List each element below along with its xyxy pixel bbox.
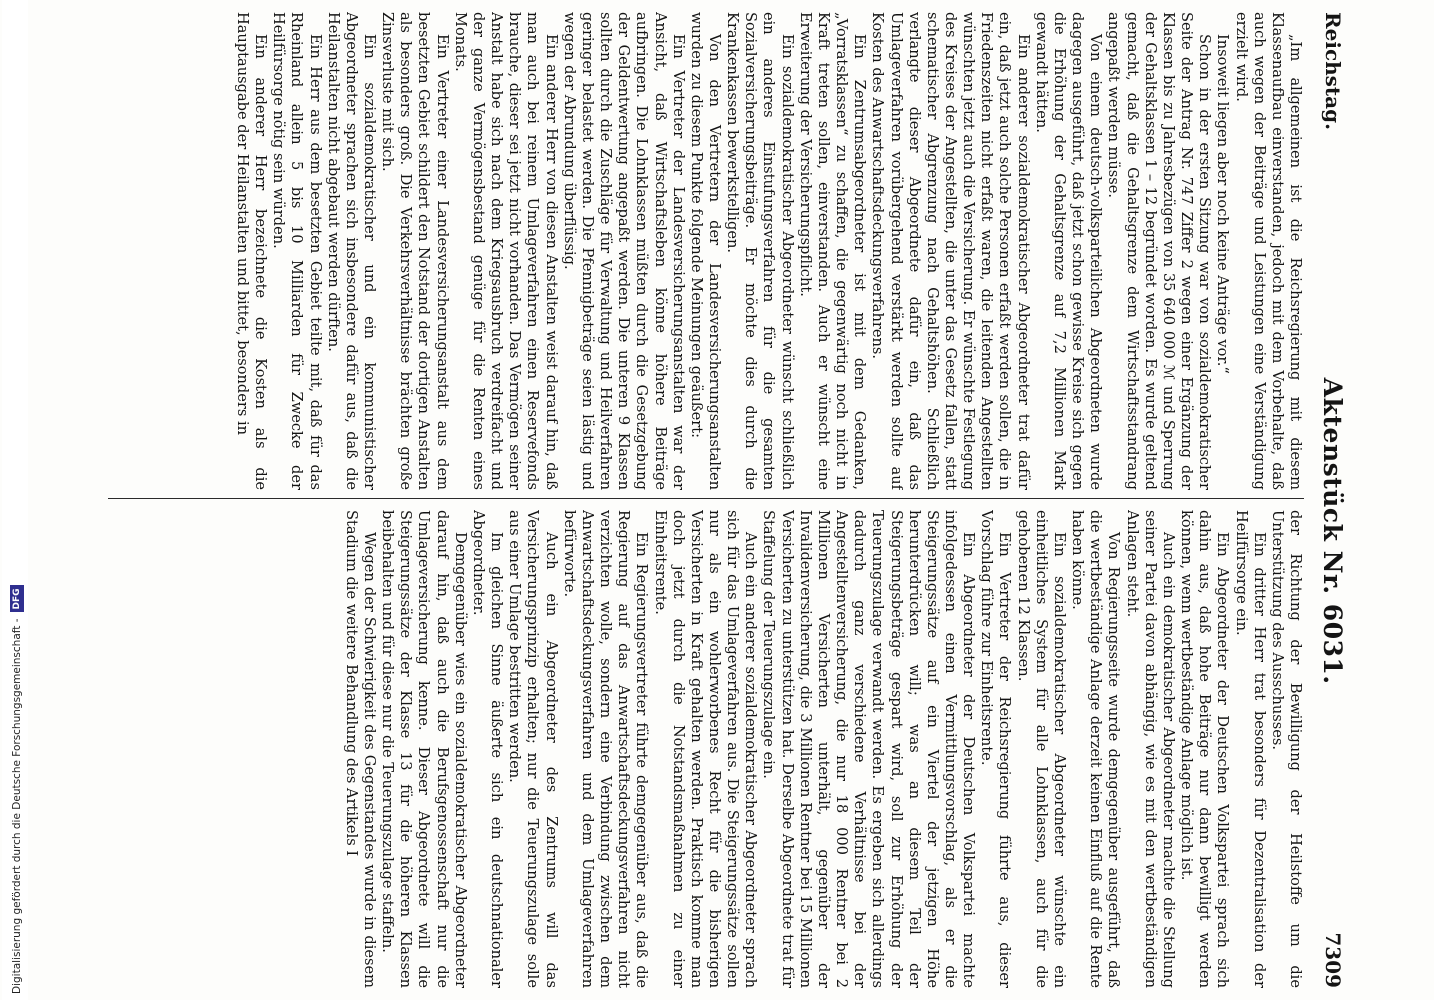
paragraph: Auch ein anderer sozialdemokratischer Abgeordneter sprach sich für das Umlageverfahren aus. Die Steigerungssätze sollen nur als ein wohlerworbenes Recht für die bisherigen Versicherten in Kraft gehalten werden. Praktisch komme man doch jetzt durch die Notstandsmaßnahmen zu einer Einheitsrente. xyxy=(651,510,760,988)
paragraph: Ein Vertreter der Landesversicherungsanstalten war der Ansicht, daß Wirtschaftsleben könne höhere Beiträge aufbringen. Die Lohnklassen müßten durch die Gesetzgebung der Geldentwertung angepaßt werden. Die unteren 9 Klassen sollten durch die Zuschläge für Verwaltung und Heilverfahren geringer belastet werden. Die Pfennigbeträge seien lästig und wegen der Abrundung überflüssig. xyxy=(560,12,687,490)
paragraph: Ein sozialdemokratischer Abgeordneter wünschte ein einheitliches System für alle Lohnklassen, auch für die gehobenen 12 Klassen. xyxy=(1014,510,1068,988)
paragraph: Ein sozialdemokratischer Abgeordneter wünscht schließlich ein anderes Einstufungsverfahren für die gesamten Sozialversicherungsbeiträge. Er möchte dies durch die Krankenkassen bewerkstelligen. xyxy=(724,12,796,490)
paragraph: Ein Vertreter einer Landesversicherungsanstalt aus dem besetzten Gebiet schildert den Notstand der dortigen Anstalten als besonders groß. Die Verkehrsverhältnisse brächten große Zinsverluste mit sich. xyxy=(379,12,451,490)
paragraph: Demgegenüber wies ein sozialdemokratischer Abgeordneter darauf hin, daß auch die Berufsgenossenschaft nur die Umlageversicherung kenne. Dieser Abgeordnete will die Steigerungssätze der Klasse 13 für die höheren Klassen beibehalten und für diese nur die Teuerungszulage staffeln. xyxy=(379,510,469,988)
paragraph: Ein Abgeordneter der Deutschen Volkspartei machte infolgedessen einen Vermittlungsvorschlag, als er die Steigerungssätze auf ein Viertel der jetzigen Höhe herunterdrücken will; was an diesem Teil der Steigerungsbeträge gespart wird, soll zur Erhöhung der Teuerungszulage verwandt werden. Es ergeben sich allerdings dadurch ganz verschiedene Verhältnisse bei der Angestelltenversicherung, die nur 18 000 Rentner bei 2 Millionen Versicherten unterhält, gegenüber der Invalidenversicherung, die 3 Millionen Rentner bei 15 Millionen Versicherten zu unterstützen hat. Derselbe Abgeordnete trat für Staffelung der Teuerungszulage ein. xyxy=(760,510,978,988)
paragraph: Von Regierungsseite wurde demgegenüber ausgeführt, daß die wertbeständige Anlage derzeit keinen Einfluß auf die Rente haben könne. xyxy=(1069,510,1123,988)
paragraph: Ein dritter Herr trat besonders für Dezentralisation der Heilfürsorge ein. xyxy=(1232,510,1268,988)
text-column-second xyxy=(104,510,1304,988)
paragraph: Ein Regierungsvertreter führte demgegenüber aus, daß die Regierung auf das Anwartschaftsdeckungsverfahren nicht verzichten wolle, sondern eine Verbindung zwischen dem Anwartschaftsdeckungsverfahren und dem Umlageverfahren befürworte. xyxy=(560,510,651,988)
paragraph: Im gleichen Sinne äußerte sich ein deutschnationaler Abgeordneter. xyxy=(469,510,506,988)
header-chamber: Reichstag. xyxy=(1321,12,1345,131)
paragraph: Ein anderer sozialdemokratischer Abgeordneter trat dafür ein, daß jetzt auch solche Personen erfaßt werden sollen, die in Friedenszeiten nicht erfaßt waren, die leitenden Angestellten wünschten jetzt auch die Versicherung. Er wünschte Festlegung des Kreises der Angestellten, die unter das Gesetz fallen, statt schematischer Abgrenzung nach Gehaltshöhen. Schließlich verlangte dieser Abgeordnete dafür ein, daß das Umlageverfahren vorübergehend verstärkt werden sollte auf Kosten des Anwartschaftsdeckungsverfahrens. xyxy=(869,12,1032,490)
digitization-footer xyxy=(2,0,28,1000)
paragraph: Ein Abgeordneter der Deutschen Volkspartei sprach sich dahin aus, daß hohe Beiträge nur dann bewilligt werden können, wenn wertbeständige Anlage möglich ist. xyxy=(1178,510,1232,988)
paragraph: Ein sozialdemokratischer und ein kommunistischer Abgeordneter sprachen sich insbesondere dafür aus, daß die Heilanstalten nicht abgebaut werden dürften. xyxy=(324,12,379,490)
text-column-first xyxy=(104,12,1304,490)
paragraph: Insoweit liegen aber noch keine Anträge vor.“ xyxy=(1214,34,1232,374)
paragraph: Ein anderer Herr von diesen Anstalten weist darauf hin, daß man auch bei reinem Umlageverfahren einen Reservefonds brauche, dieser sei jetzt nicht vorhanden. Das Vermögen seiner Anstalt habe sich nach dem Kriegsausbruch verdreifacht und der ganze Vermögensbestand genüge für die Renten eines Monats. xyxy=(451,12,560,490)
paragraph: Ein anderer Herr bezeichnete die Kosten als die Hauptausgabe der Heilanstalten und bittet, besonders in xyxy=(233,12,270,490)
paragraph: Ein Vertreter der Reichsregierung führte aus, dieser Vorschlag führe zur Einheitsrente. xyxy=(978,510,1014,988)
paragraph: Auch ein Abgeordneter des Zentrums will das Versicherungsprinzip erhalten; nur die Teuerungszulage solle aus einer Umlage bestritten werden. xyxy=(506,510,560,988)
paragraph: Ein Herr aus dem besetzten Gebiet teilte mit, daß für das Rheinland allein 5 bis 10 Milliarden für Zwecke der Heilfürsorge nötig sein würden. xyxy=(270,12,324,490)
paragraph: der Richtung der Bewilligung der Heilstoffe um die Unterstützung des Ausschusses. xyxy=(1268,510,1304,988)
paragraph: Von den Vertretern der Landesversicherungsanstalten wurden zu diesem Punkte folgende Meinungen geäußert: xyxy=(687,12,723,490)
paragraph: Schon in der ersten Sitzung war von sozialdemokratischer Seite der Antrag Nr. 747 Ziffer 2 wegen einer Ergänzung der Klassen bis zu Jahresbezügen von 35 640 000 ℳ und Sperrung der Gehaltsklassen 1 – 12 begründet worden. Es wurde geltend gemacht, daß die Gehaltsgrenze dem Wirtschaftsstandrang angepaßt werden müsse. xyxy=(1105,12,1214,490)
document-page xyxy=(96,12,1356,988)
paragraph: „Im allgemeinen ist die Reichsregierung mit diesem Klassenaufbau einverstanden, jedoch mit dem Vorbehalte, daß auch wegen der Beiträge und Leistungen eine Verständigung erzielt wird. xyxy=(1232,12,1304,490)
paragraph: Ein Zentrumsabgeordneter ist mit dem Gedanken, „Vorratsklassen“ zu schaffen, die gegenwärtig noch nicht in Kraft treten sollen, einverstanden. Auch er wünscht eine Erweiterung der Versicherungspflicht. xyxy=(796,12,869,490)
paragraph: Wegen der Schwierigkeit des Gegenstandes wurde in diesem Stadium die weitere Behandlung des Artikels I xyxy=(342,510,379,988)
page-header xyxy=(1310,12,1356,988)
paragraph: Auch ein demokratischer Abgeordneter machte die Stellung seiner Partei davon abhängig, wie es mit den wertbeständigen Anlagen steht. xyxy=(1123,510,1177,988)
paragraph: Von einem deutsch-volksparteilichen Abgeordneten wurde dagegen ausgeführt, daß jetzt schon gewisse Kreise sich gegen die Erhöhung der Gehaltsgrenze auf 7,2 Millionen Mark gewandt hätten. xyxy=(1032,12,1105,490)
dfg-logo: DFG xyxy=(10,585,24,612)
column-divider xyxy=(108,498,1304,499)
header-document-number: Aktenstück Nr. 6031. xyxy=(1318,377,1348,685)
header-page-number: 7309 xyxy=(1321,932,1345,988)
funding-note xyxy=(6,4,28,994)
funding-note-text: Digitalisierung gefördert durch die Deutsche Forschungsgemeinschaft - xyxy=(11,618,23,994)
